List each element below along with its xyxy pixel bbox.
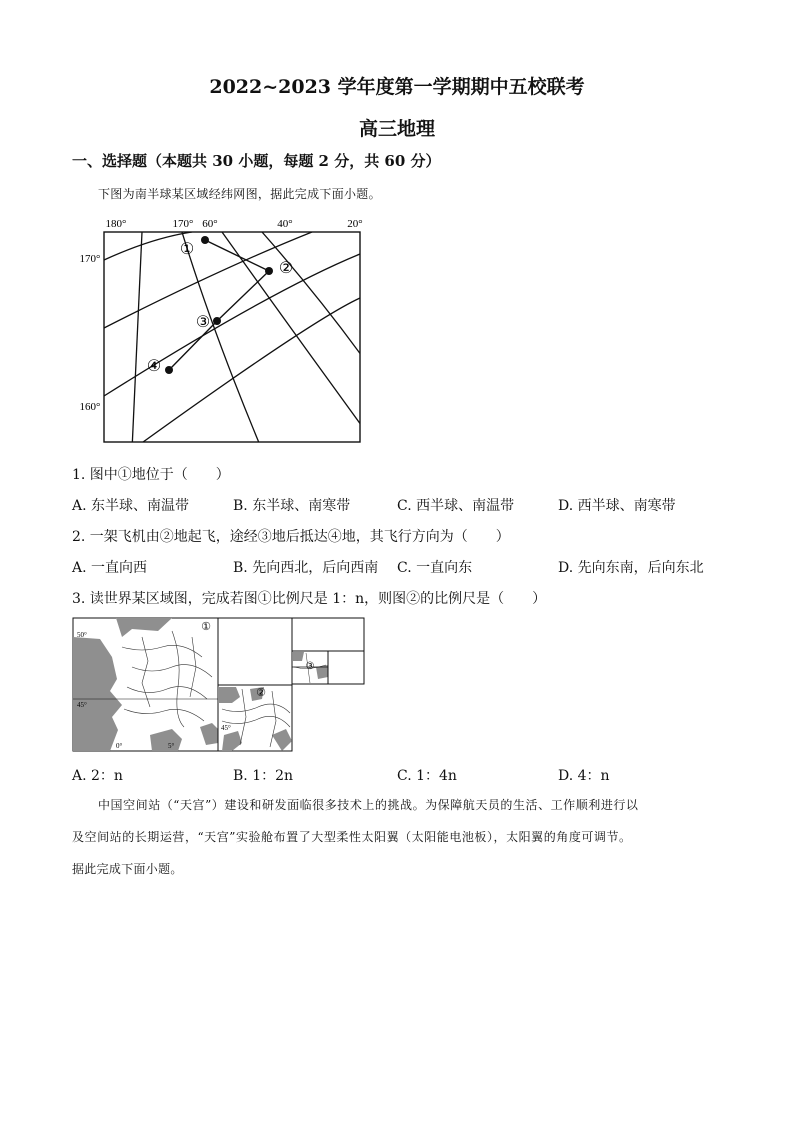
lat-label-50: 50°: [77, 631, 87, 639]
point-1-dot: [201, 236, 209, 244]
lat-label-45-left: 45°: [77, 701, 87, 709]
lat-label-170: 170°: [79, 253, 101, 265]
point-2-label: ②: [278, 260, 294, 277]
q3-option-c: C. 1：4n: [397, 768, 457, 784]
section-heading: 一、选择题（本题共 30 小题，每题 2 分，共 60 分）: [72, 152, 441, 170]
map-frame: [104, 232, 360, 442]
lon-label-20: 20°: [347, 218, 363, 230]
lon-label-0: 0°: [116, 742, 123, 750]
q2-option-d: D. 先向东南，后向东北: [558, 560, 704, 576]
point-1-label: ①: [179, 241, 195, 258]
lon-label-180: 180°: [105, 218, 127, 230]
question-1-stem: 1. 图中①地位于（ ）: [72, 467, 230, 483]
map-2-label: ②: [256, 687, 266, 699]
q3-option-d: D. 4：n: [558, 768, 610, 784]
q1-option-c: C. 西半球、南温带: [397, 498, 515, 514]
question-2-stem: 2. 一架飞机由②地起飞，途经③地后抵达④地，其飞行方向为（ ）: [72, 529, 510, 545]
lat-label-160: 160°: [79, 401, 101, 413]
subject-title: 高三地理: [358, 118, 435, 140]
map-3-label: ③: [305, 661, 315, 672]
q3-option-b: B. 1：2n: [233, 768, 294, 784]
q2-option-a: A. 一直向西: [72, 560, 148, 576]
q2-option-c: C. 一直向东: [397, 560, 473, 576]
point-2-dot: [265, 267, 273, 275]
intro-text-1: 下图为南半球某区域经纬网图，据此完成下面小题。: [98, 187, 381, 201]
lon-label-170: 170°: [172, 218, 194, 230]
passage-line-2: 及空间站的长期运营，“天宫”实验舱布置了大型柔性太阳翼（太阳能电池板），太阳翼的角度可调节。: [72, 830, 632, 844]
lon-label-5: 5°: [168, 742, 175, 750]
lon-label-60: 60°: [202, 218, 218, 230]
q3-option-a: A. 2：n: [72, 768, 123, 784]
point-3-dot: [213, 317, 221, 325]
graticule-lines: [104, 232, 372, 448]
nested-scale-map: [72, 617, 366, 753]
q1-option-a: A. 东半球、南温带: [72, 498, 190, 514]
point-4-dot: [165, 366, 173, 374]
lat-label-45-mid: 45°: [221, 724, 231, 732]
q1-option-d: D. 西半球、南寒带: [558, 498, 676, 514]
q2-option-b: B. 先向西北，后向西南: [233, 560, 379, 576]
graticule-map: [72, 210, 372, 448]
passage-line-3: 据此完成下面小题。: [72, 862, 183, 876]
q1-option-b: B. 东半球、南寒带: [233, 498, 351, 514]
route-lines: [169, 240, 269, 370]
point-4-label: ④: [146, 358, 162, 375]
question-3-stem: 3. 读世界某区域图，完成若图①比例尺是 1：n，则图②的比例尺是（ ）: [72, 591, 547, 607]
lon-label-40: 40°: [277, 218, 293, 230]
point-3-label: ③: [195, 314, 211, 331]
exam-title: 2022~2023 学年度第一学期期中五校联考: [209, 76, 585, 98]
map-1-label: ①: [201, 621, 211, 633]
passage-line-1: 中国空间站（“天宫”）建设和研发面临很多技术上的挑战。为保障航天员的生活、工作顺利进行以: [98, 798, 639, 812]
